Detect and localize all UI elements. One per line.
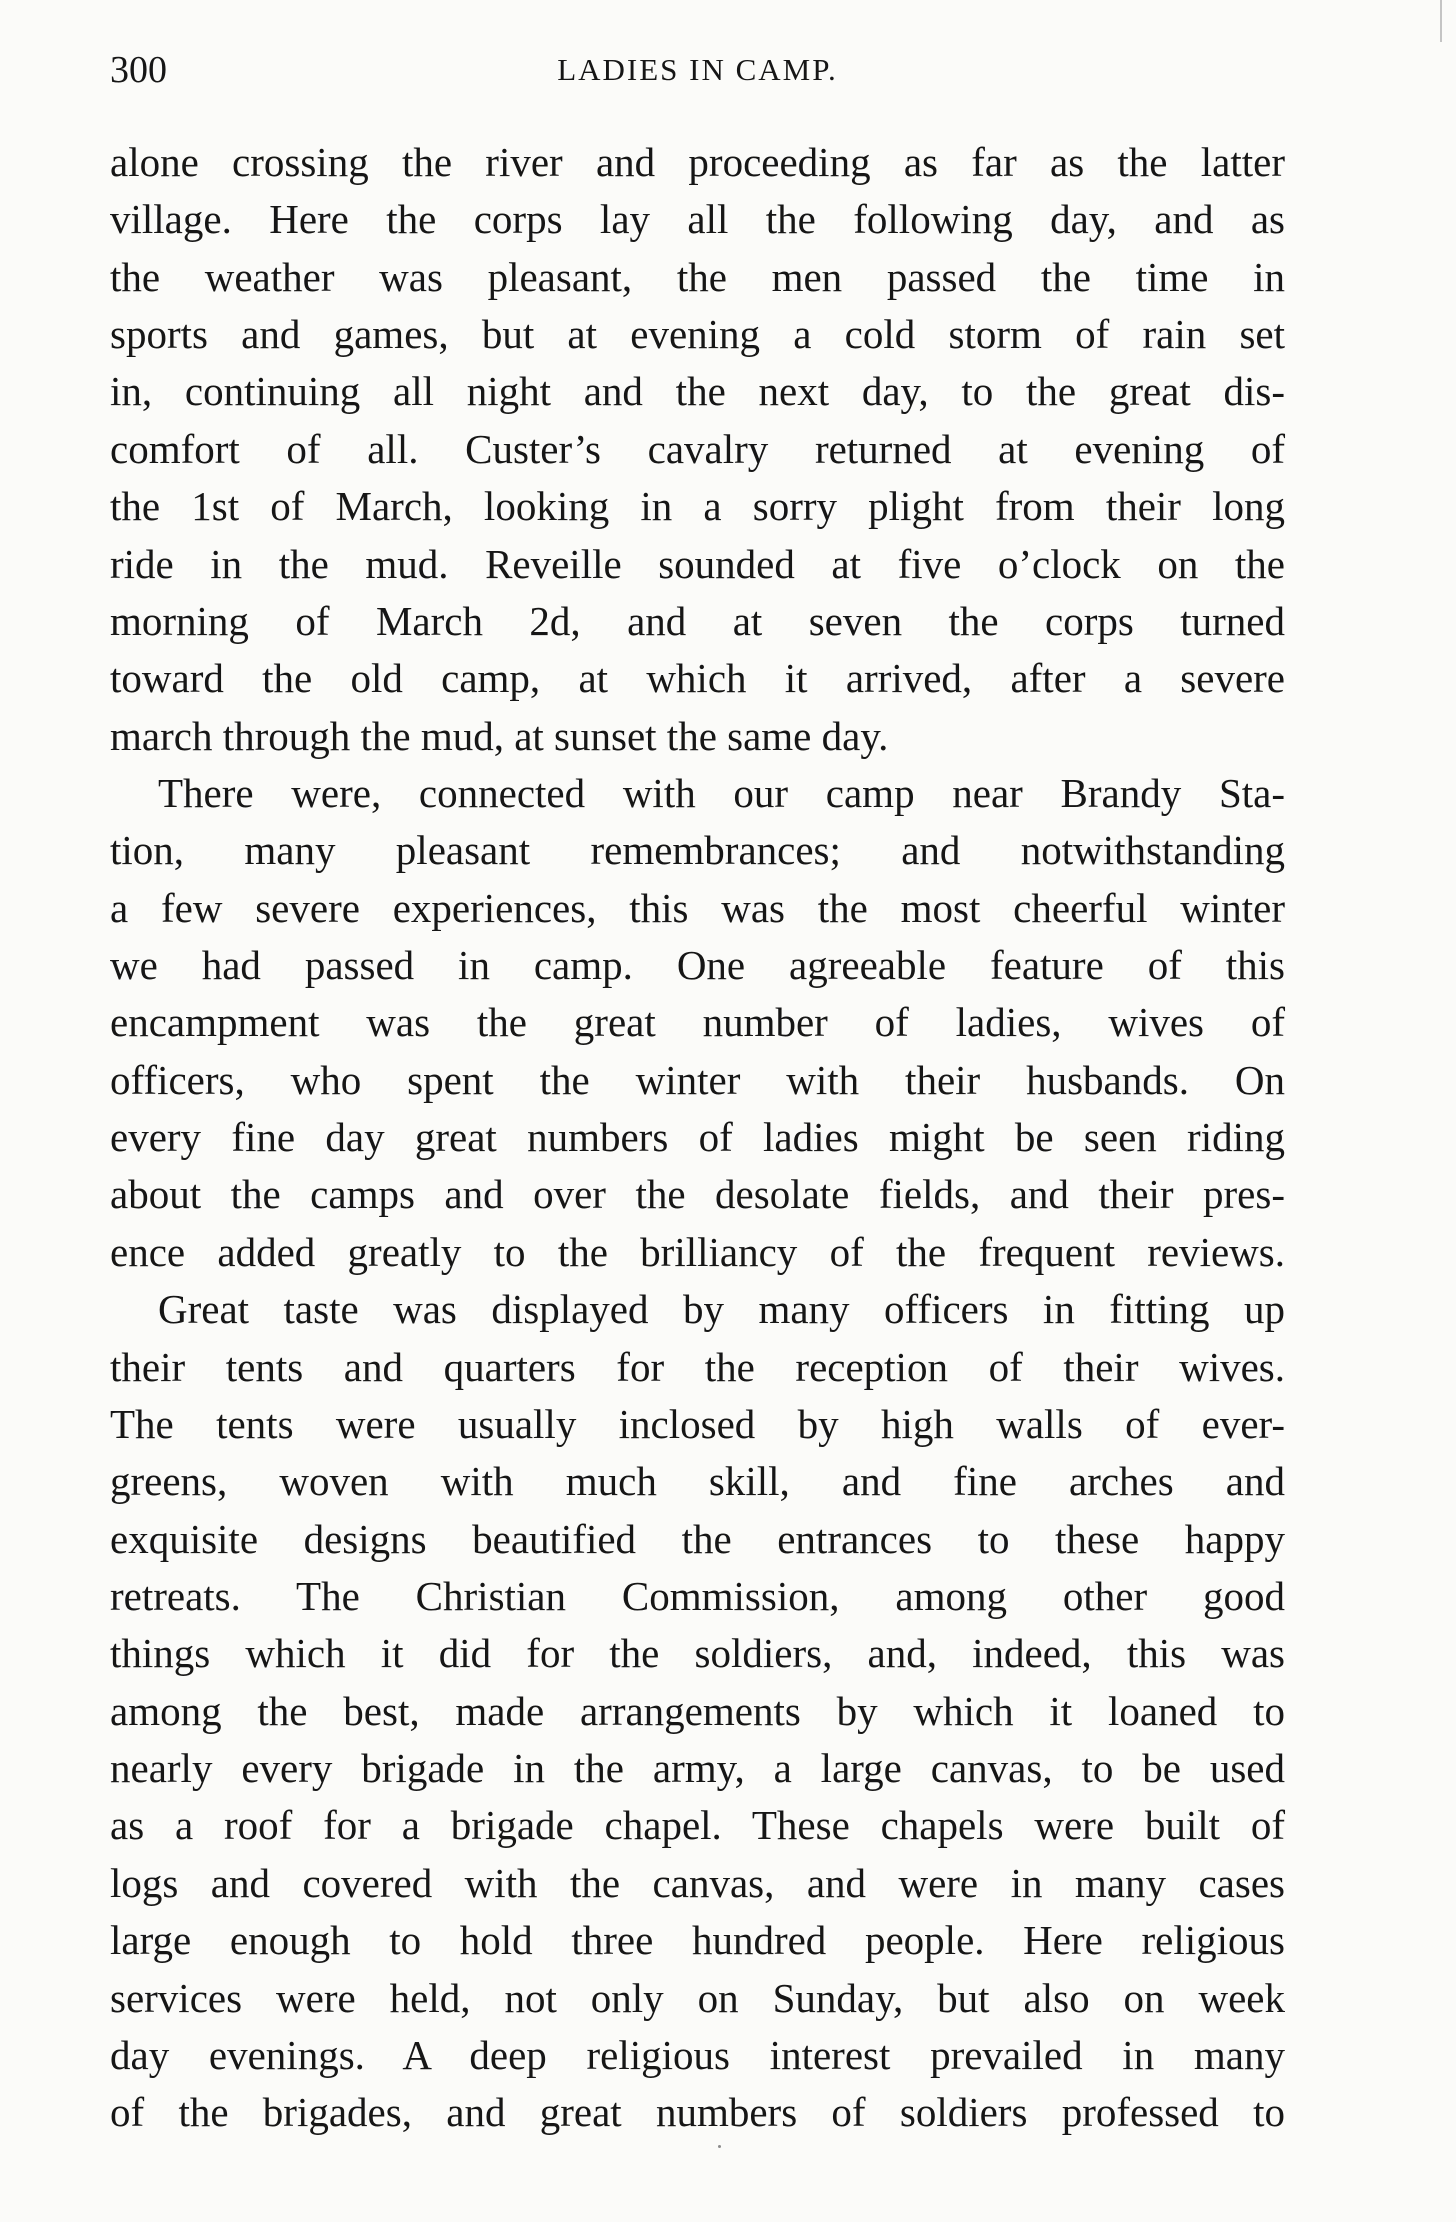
- text-line: about the camps and over the desolate fields, and their pres-: [110, 1171, 1285, 1218]
- text-line: ride in the mud. Reveille sounded at five o’clock on the: [110, 540, 1285, 587]
- text-line: tion, many pleasant remembrances; and notwithstanding: [110, 827, 1285, 874]
- text-line: the weather was pleasant, the men passed the time in: [110, 253, 1285, 300]
- text-line: nearly every brigade in the army, a large canvas, to be used: [110, 1745, 1285, 1792]
- paragraph-2: [110, 765, 1285, 1281]
- text-line: among the best, made arrangements by which it loaned to: [110, 1687, 1285, 1734]
- text-line: every fine day great numbers of ladies might be seen riding: [110, 1114, 1285, 1161]
- body-text: [110, 134, 1285, 2142]
- text-line: large enough to hold three hundred people. Here religious: [110, 1917, 1285, 1964]
- text-line: the 1st of March, looking in a sorry plight from their long: [110, 483, 1285, 530]
- text-line: The tents were usually inclosed by high walls of ever-: [110, 1400, 1285, 1447]
- text-line: comfort of all. Custer’s cavalry returned at evening of: [110, 425, 1285, 472]
- paragraph-1: [110, 134, 1285, 765]
- text-line: of the brigades, and great numbers of soldiers professed to: [110, 2089, 1285, 2136]
- scan-edge-mark: [1440, 0, 1442, 42]
- text-line: officers, who spent the winter with their husbands. On: [110, 1056, 1285, 1103]
- text-line: we had passed in camp. One agreeable feature of this: [110, 942, 1285, 989]
- text-line: day evenings. A deep religious interest prevailed in many: [110, 2031, 1285, 2078]
- text-line: things which it did for the soldiers, and, indeed, this was: [110, 1630, 1285, 1677]
- text-line: retreats. The Christian Commission, among other good: [110, 1572, 1285, 1619]
- text-line: as a roof for a brigade chapel. These chapels were built of: [110, 1802, 1285, 1849]
- text-line: in, continuing all night and the next day, to the great dis-: [110, 368, 1285, 415]
- text-line: Great taste was displayed by many officers in fitting up: [158, 1286, 1285, 1333]
- text-line: morning of March 2d, and at seven the corps turned: [110, 597, 1285, 644]
- text-line: ence added greatly to the brilliancy of the frequent reviews.: [110, 1228, 1285, 1275]
- text-line: toward the old camp, at which it arrived, after a severe: [110, 655, 1285, 702]
- text-line: logs and covered with the canvas, and were in many cases: [110, 1859, 1285, 1906]
- text-line: encampment was the great number of ladies, wives of: [110, 999, 1285, 1046]
- page-number: 300: [110, 49, 167, 91]
- text-line: alone crossing the river and proceeding as far as the latter: [110, 139, 1285, 185]
- text-line: their tents and quarters for the reception of their wives.: [110, 1343, 1285, 1390]
- text-line: services were held, not only on Sunday, but also on week: [110, 1974, 1285, 2021]
- running-head: [110, 40, 1285, 100]
- text-line: march through the mud, at sunset the same day.: [110, 712, 889, 759]
- text-line: a few severe experiences, this was the most cheerful winter: [110, 884, 1285, 931]
- text-line: There were, connected with our camp near Brandy Sta-: [158, 769, 1285, 816]
- paragraph-3: [110, 1281, 1285, 2141]
- paper-speck: [718, 2145, 721, 2148]
- running-title: LADIES IN CAMP.: [557, 52, 838, 87]
- text-line: village. Here the corps lay all the following day, and as: [110, 196, 1285, 243]
- text-line: sports and games, but at evening a cold storm of rain set: [110, 311, 1285, 358]
- text-line: greens, woven with much skill, and fine arches and: [110, 1458, 1285, 1505]
- text-line: exquisite designs beautified the entrances to these happy: [110, 1515, 1285, 1562]
